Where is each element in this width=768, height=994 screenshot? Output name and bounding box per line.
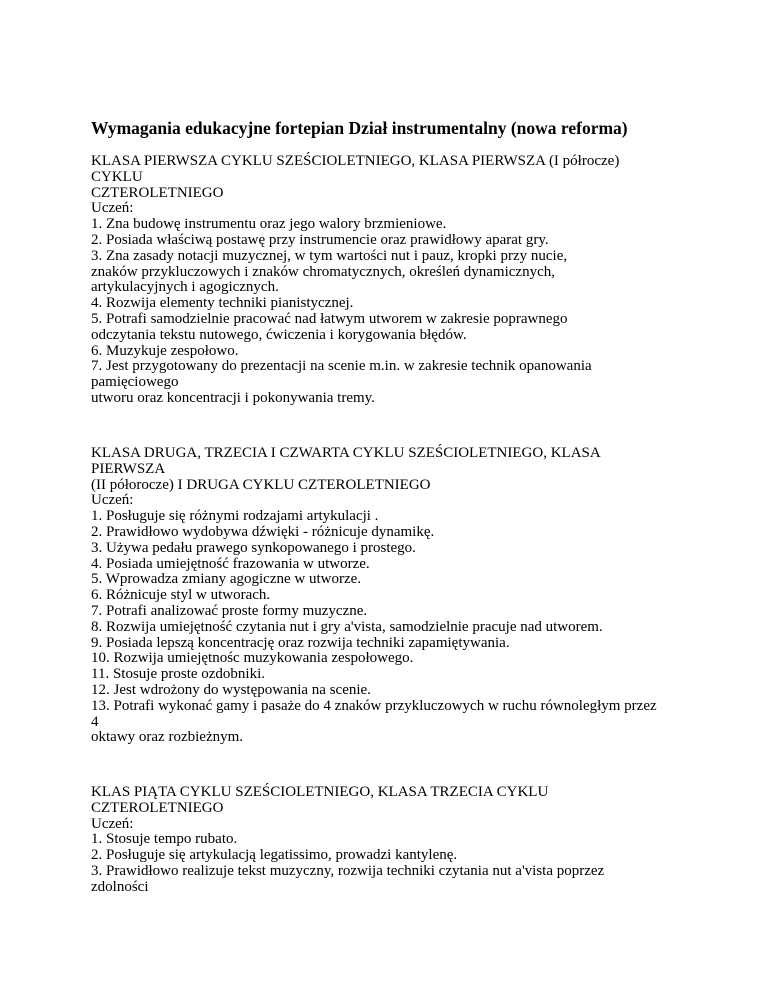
requirement-line: 4: [91, 713, 99, 730]
requirement-line: 2. Posługuje się artykulacją legatissimo, prowadzi kantylenę.: [91, 847, 458, 864]
requirement-line: oktawy oraz rozbieżnym.: [91, 729, 244, 746]
requirement-line: 10. Rozwija umiejętnośc muzykowania zespołowego.: [91, 650, 414, 667]
section-heading: CZTEROLETNIEGO: [91, 799, 224, 816]
section-heading: KLASA PIERWSZA CYKLU SZEŚCIOLETNIEGO, KLASA PIERWSZA (I półrocze): [91, 153, 620, 169]
requirement-line: 12. Jest wdrożony do występowania na scenie.: [91, 681, 371, 698]
requirement-line: odczytania tekstu nutowego, ćwiczenia i korygowania błędów.: [91, 326, 467, 343]
requirement-line: 7. Jest przygotowany do prezentacji na scenie m.in. w zakresie technik opanowania: [91, 358, 592, 375]
requirement-line: 11. Stosuje proste ozdobniki.: [91, 666, 266, 683]
requirement-line: 1. Zna budowę instrumentu oraz jego walory brzmieniowe.: [91, 216, 447, 233]
requirement-line: 1. Posługuje się różnymi rodzajami artykulacji .: [91, 508, 379, 525]
student-label: Uczeń:: [91, 815, 134, 832]
requirement-line: 7. Potrafi analizować proste formy muzyczne.: [91, 602, 368, 619]
requirement-line: 3. Zna zasady notacji muzycznej, w tym wartości nut i pauz, kropki przy nucie,: [91, 247, 568, 264]
section-heading: KLAS PIĄTA CYKLU SZEŚCIOLETNIEGO, KLASA TRZECIA CYKLU: [91, 784, 549, 800]
requirement-line: 6. Różnicuje styl w utworach.: [91, 587, 271, 604]
requirement-line: artykulacyjnych i agogicznych.: [91, 279, 279, 296]
section-class-one: [91, 154, 731, 407]
requirement-line: 3. Prawidłowo realizuje tekst muzyczny, rozwija techniki czytania nut a'vista poprzez: [91, 862, 605, 879]
requirement-line: 6. Muzykuje zespołowo.: [91, 342, 239, 359]
section-classes-two-to-four: [91, 446, 731, 746]
requirement-line: 5. Potrafi samodzielnie pracować nad łatwym utworem w zakresie poprawnego: [91, 310, 568, 327]
section-heading: CYKLU: [91, 168, 143, 185]
requirement-line: 5. Wprowadza zmiany agogiczne w utworze.: [91, 571, 362, 588]
section-heading: CZTEROLETNIEGO: [91, 184, 224, 201]
requirement-line: 4. Posiada umiejętność frazowania w utworze.: [91, 555, 370, 572]
student-label: Uczeń:: [91, 492, 134, 509]
section-heading: PIERWSZA: [91, 460, 166, 477]
requirement-line: 2. Posiada właściwą postawę przy instrumencie oraz prawidłowy aparat gry.: [91, 231, 549, 248]
requirement-line: 1. Stosuje tempo rubato.: [91, 831, 238, 848]
requirement-line: utworu oraz koncentracji i pokonywania tremy.: [91, 389, 375, 406]
requirement-line: 4. Rozwija elementy techniki pianistycznej.: [91, 295, 354, 312]
student-label: Uczeń:: [91, 200, 134, 217]
requirement-line: 9. Posiada lepszą koncentrację oraz rozwija techniki zapamiętywania.: [91, 634, 510, 651]
requirement-line: pamięciowego: [91, 374, 179, 391]
requirement-line: 2. Prawidłowo wydobywa dźwięki - różnicuje dynamikę.: [91, 523, 435, 540]
requirement-line: 8. Rozwija umiejętność czytania nut i gry a'vista, samodzielnie pracuje nad utworem.: [91, 618, 603, 635]
requirement-line: znaków przykluczowych i znaków chromatycznych, określeń dynamicznych,: [91, 263, 555, 280]
requirement-line: 3. Używa pedału prawego synkopowanego i prostego.: [91, 539, 416, 556]
document-title: Wymagania edukacyjne fortepian Dział instrumentalny (nowa reforma): [91, 118, 628, 138]
section-heading: KLASA DRUGA, TRZECIA I CZWARTA CYKLU SZEŚCIOLETNIEGO, KLASA: [91, 445, 601, 461]
section-class-five: [91, 785, 731, 896]
requirement-line: 13. Potrafi wykonać gamy i pasaże do 4 znaków przykluczowych w ruchu równoległym przez: [91, 697, 657, 714]
requirement-line: zdolności: [91, 878, 149, 895]
section-heading: (II półorocze) I DRUGA CYKLU CZTEROLETNIEGO: [91, 476, 431, 493]
